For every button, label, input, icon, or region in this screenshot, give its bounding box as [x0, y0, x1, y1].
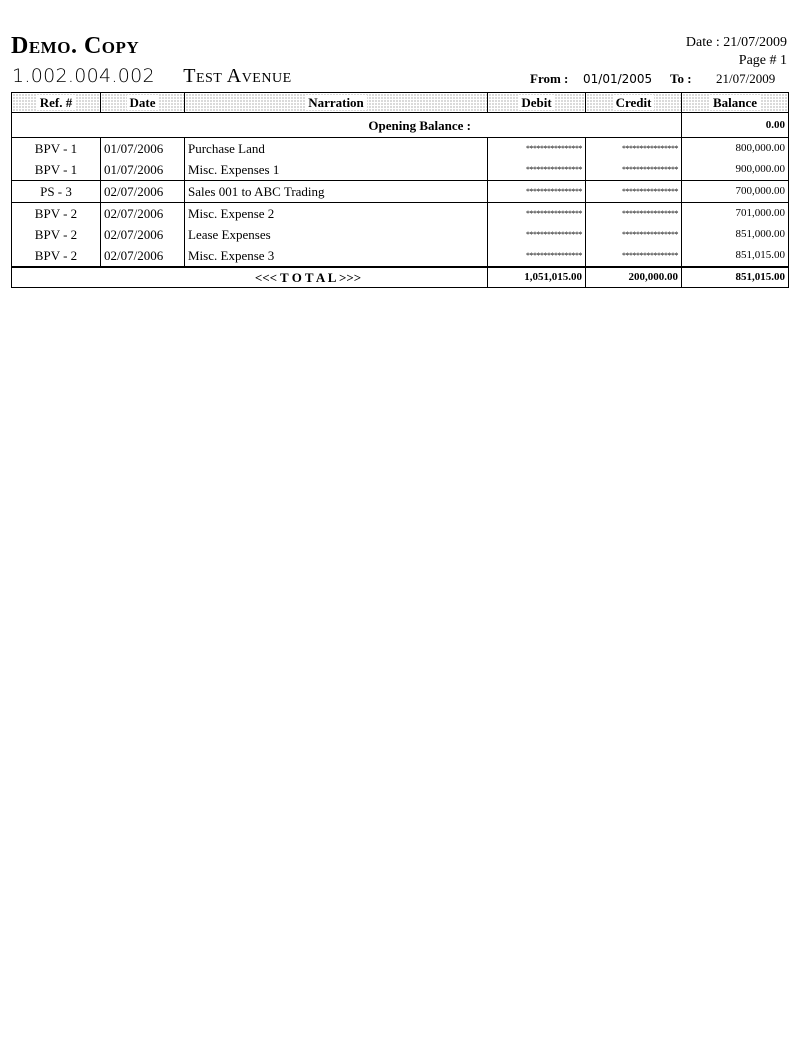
narration-cell: Misc. Expense 3: [185, 245, 488, 267]
credit-cell: ****************: [586, 159, 682, 181]
credit-cell: ****************: [586, 138, 682, 160]
narration-cell: Lease Expenses: [185, 224, 488, 245]
total-debit: 1,051,015.00: [488, 267, 586, 288]
balance-cell: 851,015.00: [682, 245, 789, 267]
debit-cell: ****************: [488, 138, 586, 160]
date-cell: 02/07/2006: [101, 224, 185, 245]
column-header-balance: Balance: [682, 93, 789, 113]
date-cell: 02/07/2006: [101, 203, 185, 225]
balance-cell: 800,000.00: [682, 138, 789, 160]
narration-cell: Misc. Expenses 1: [185, 159, 488, 181]
debit-cell: ****************: [488, 224, 586, 245]
opening-balance-row: [12, 113, 789, 138]
table-row: [12, 224, 789, 245]
balance-cell: 700,000.00: [682, 181, 789, 203]
opening-balance-value: 0.00: [682, 113, 789, 138]
debit-cell: ****************: [488, 245, 586, 267]
column-header-debit: Debit: [488, 93, 586, 113]
page-number: Page # 1: [738, 53, 787, 68]
date-cell: 02/07/2006: [101, 181, 185, 203]
total-label: <<< T O T A L >>>: [12, 267, 488, 288]
debit-cell: ****************: [488, 159, 586, 181]
column-header-date: Date: [101, 93, 185, 113]
balance-cell: 900,000.00: [682, 159, 789, 181]
table-row: [12, 203, 789, 225]
report-title: Demo. Copy: [11, 33, 140, 59]
total-balance: 851,015.00: [682, 267, 789, 288]
report-date: Date : 21/07/2009: [685, 35, 787, 50]
total-credit: 200,000.00: [586, 267, 682, 288]
date-cell: 01/07/2006: [101, 159, 185, 181]
column-header-credit: Credit: [586, 93, 682, 113]
table-row: [12, 181, 789, 203]
table-header-row: [12, 93, 789, 113]
balance-cell: 851,000.00: [682, 224, 789, 245]
from-label: From :: [530, 71, 569, 86]
opening-balance-label: Opening Balance :: [12, 113, 682, 138]
account-name: Test Avenue: [183, 65, 292, 87]
date-cell: 02/07/2006: [101, 245, 185, 267]
balance-cell: 701,000.00: [682, 203, 789, 225]
debit-cell: ****************: [488, 181, 586, 203]
credit-cell: ****************: [586, 181, 682, 203]
narration-cell: Purchase Land: [185, 138, 488, 160]
from-date: 01/01/2005: [583, 72, 653, 86]
date-cell: 01/07/2006: [101, 138, 185, 160]
column-header-ref: Ref. #: [12, 93, 101, 113]
account-code: 1.002.004.002: [12, 65, 155, 87]
ledger-table: [11, 92, 789, 288]
ref-cell: BPV - 2: [12, 245, 101, 267]
ref-cell: PS - 3: [12, 181, 101, 203]
ref-cell: BPV - 2: [12, 224, 101, 245]
account-heading: [12, 64, 292, 88]
table-row: [12, 245, 789, 267]
to-date: 21/07/2009: [716, 71, 776, 86]
debit-cell: ****************: [488, 203, 586, 225]
table-row: [12, 138, 789, 160]
narration-cell: Sales 001 to ABC Trading: [185, 181, 488, 203]
column-header-narration: Narration: [185, 93, 488, 113]
report-meta: [686, 34, 787, 70]
total-row: [12, 267, 789, 288]
ref-cell: BPV - 2: [12, 203, 101, 225]
to-label: To :: [670, 71, 692, 86]
credit-cell: ****************: [586, 245, 682, 267]
narration-cell: Misc. Expense 2: [185, 203, 488, 225]
ref-cell: BPV - 1: [12, 138, 101, 160]
credit-cell: ****************: [586, 224, 682, 245]
credit-cell: ****************: [586, 203, 682, 225]
ref-cell: BPV - 1: [12, 159, 101, 181]
table-row: [12, 159, 789, 181]
